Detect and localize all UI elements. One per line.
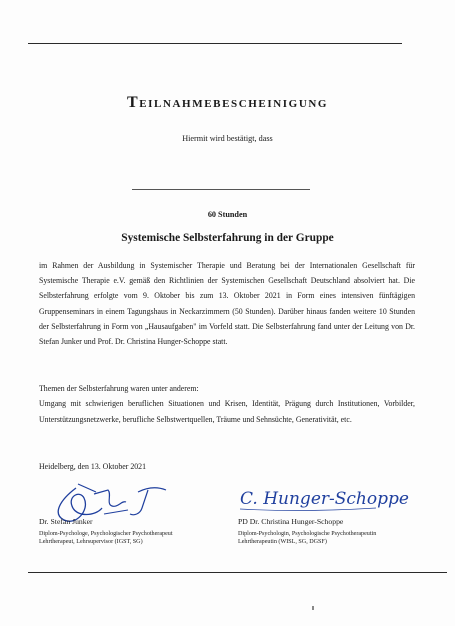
scan-mark [312, 606, 314, 610]
signatory-left-name: Dr. Stefan Junker [39, 517, 93, 526]
hours-label: 60 Stunden [207, 210, 248, 219]
signatory-right-title-2: Lehrtherapeutin (WISL, SG, DGSF) [238, 539, 327, 546]
themes-paragraph: Umgang mit schwierigen beruflichen Situationen und Krisen, Identität, Prägung durch Institutionen, Vorbilder, Unterstützungsnetzwerke, berufliche Selbstwertquellen, Träume und Sehnsüchte, Generativität, etc. [39, 399, 415, 424]
name-line [132, 189, 310, 190]
signatory-right [238, 517, 376, 546]
signatory-left-title-2: Lehrtherapeut, Lehrsupervisor (IGST, SG) [39, 539, 143, 546]
themes-heading: Themen der Selbsterfahrung waren unter anderem: [39, 384, 199, 393]
place-date: Heidelberg, den 13. Oktober 2021 [39, 462, 147, 471]
intro-text: Hiermit wird bestätigt, dass [182, 134, 273, 143]
signatory-right-name: PD Dr. Christina Hunger-Schoppe [238, 517, 344, 526]
signature-right-text: C. Hunger-Schoppe [240, 489, 409, 509]
top-rule [28, 43, 402, 44]
body-paragraph: im Rahmen der Ausbildung in Systemischer Therapie und Beratung bei der Internationalen Gesellschaft für Systemische Therapie e.V. gemäß den Richtlinien der Systemischen Gesellschaft Deutschland absolviert hat. Die Selbsterfahrung erfolgte vom 9. Oktober bis zum 13. Oktober 2021 in Form eines intensiven fünftägigen Gruppenseminars in einem Tagungshaus in Neckarzimmern (50 Stunden). Darüber hinaus fanden weitere 10 Stunden der Selbsterfahrung in Form von „Hausaufgaben" im Vorfeld statt. Die Selbsterfahrung fand unter der Leitung von Dr. Stefan Junker und Prof. Dr. Christina Hunger-Schoppe statt. [39, 261, 415, 347]
course-title: Systemische Selbsterfahrung in der Gruppe [121, 232, 334, 244]
certificate-title: Teilnahmebescheinigung [126, 94, 329, 111]
signature-right [236, 478, 409, 516]
bottom-rule [28, 572, 447, 573]
signatory-left-title-1: Diplom-Psychologe, Psychologischer Psychotherapeut [39, 531, 173, 537]
signatory-right-title-1: Diplom-Psychologin, Psychologische Psychotherapeutin [238, 531, 377, 537]
signatory-left [39, 517, 173, 546]
